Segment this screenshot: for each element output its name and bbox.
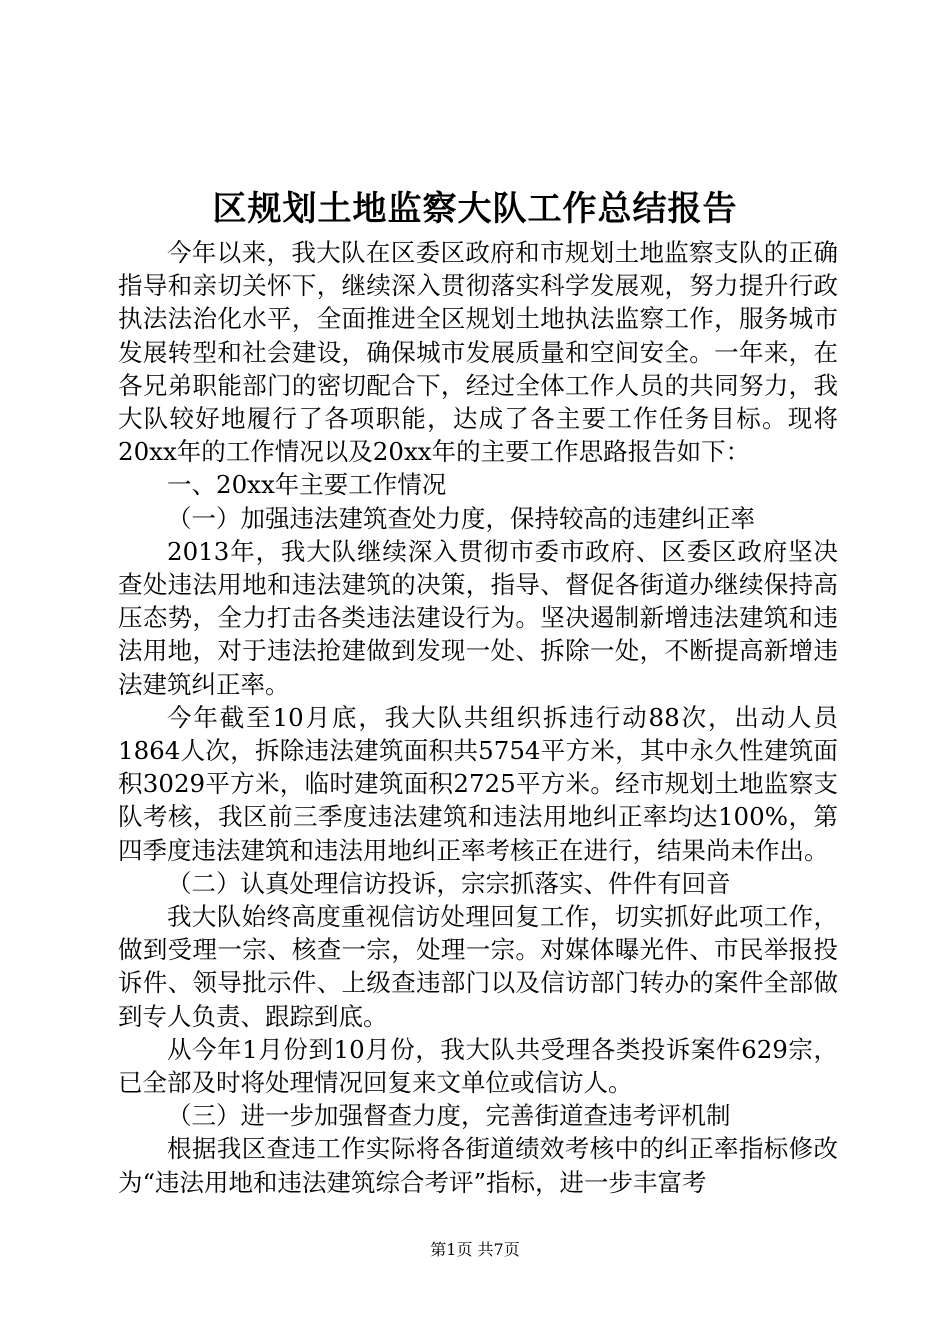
subsection-heading-3: （三）进一步加强督查力度，完善街道查违考评机制 — [167, 1101, 731, 1131]
section-heading-1: 一、20xx年主要工作情况 — [167, 470, 447, 500]
document-title: 区规划土地监察大队工作总结报告 — [212, 189, 738, 229]
paragraph-demolition-stats: 今年截至10月底，我大队共组织拆违行动88次，出动人员1864人次，拆除违法建筑面积共5754平方米，其中永久性建筑面积3029平方米，临时建筑面积2725平方米。经市规划土地监察支队考核，我区前三季度违法建筑和违法用地纠正率均达100%，第四季度违法建筑和违法用地纠正率考核正在进行，结果尚未作出。 — [118, 702, 838, 865]
paragraph-intro: 今年以来，我大队在区委区政府和市规划土地监察支队的正确指导和亲切关怀下，继续深入贯彻落实科学发展观，努力提升行政执法法治化水平，全面推进全区规划土地执法监察工作，服务城市发展转型和社会建设，确保城市发展质量和空间安全。一年来，在各兄弟职能部门的密切配合下，经过全体工作人员的共同努力，我大队较好地履行了各项职能，达成了各主要工作任务目标。现将20xx年的工作情况以及20xx年的主要工作思路报告如下： — [118, 238, 838, 467]
document-body — [118, 236, 838, 1199]
paragraph-evaluation: 根据我区查违工作实际将各街道绩效考核中的纠正率指标修改为“违法用地和违法建筑综合考评”指标，进一步丰富考 — [118, 1134, 838, 1197]
paragraph-petition-stats: 从今年1月份到10月份，我大队共受理各类投诉案件629宗，已全部及时将处理情况回复来文单位或信访人。 — [118, 1034, 838, 1098]
paragraph-petition-handling: 我大队始终高度重视信访处理回复工作，切实抓好此项工作，做到受理一宗、核查一宗，处理一宗。对媒体曝光件、市民举报投诉件、领导批示件、上级查违部门以及信访部门转办的案件全部做到专人负责、跟踪到底。 — [118, 902, 838, 1031]
subsection-heading-2: （二）认真处理信访投诉，宗宗抓落实、件件有回音 — [167, 868, 731, 898]
page-number-footer: 第1页 共7页 — [430, 1240, 520, 1259]
subsection-heading-1: （一）加强违法建筑查处力度，保持较高的违建纠正率 — [167, 503, 755, 533]
paragraph-demolition-policy: 2013年，我大队继续深入贯彻市委市政府、区委区政府坚决查处违法用地和违法建筑的决策，指导、督促各街道办继续保持高压态势，全力打击各类违法建设行为。坚决遏制新增违法建筑和违法用地，对于违法抢建做到发现一处、拆除一处，不断提高新增违法建筑纠正率。 — [118, 536, 838, 699]
